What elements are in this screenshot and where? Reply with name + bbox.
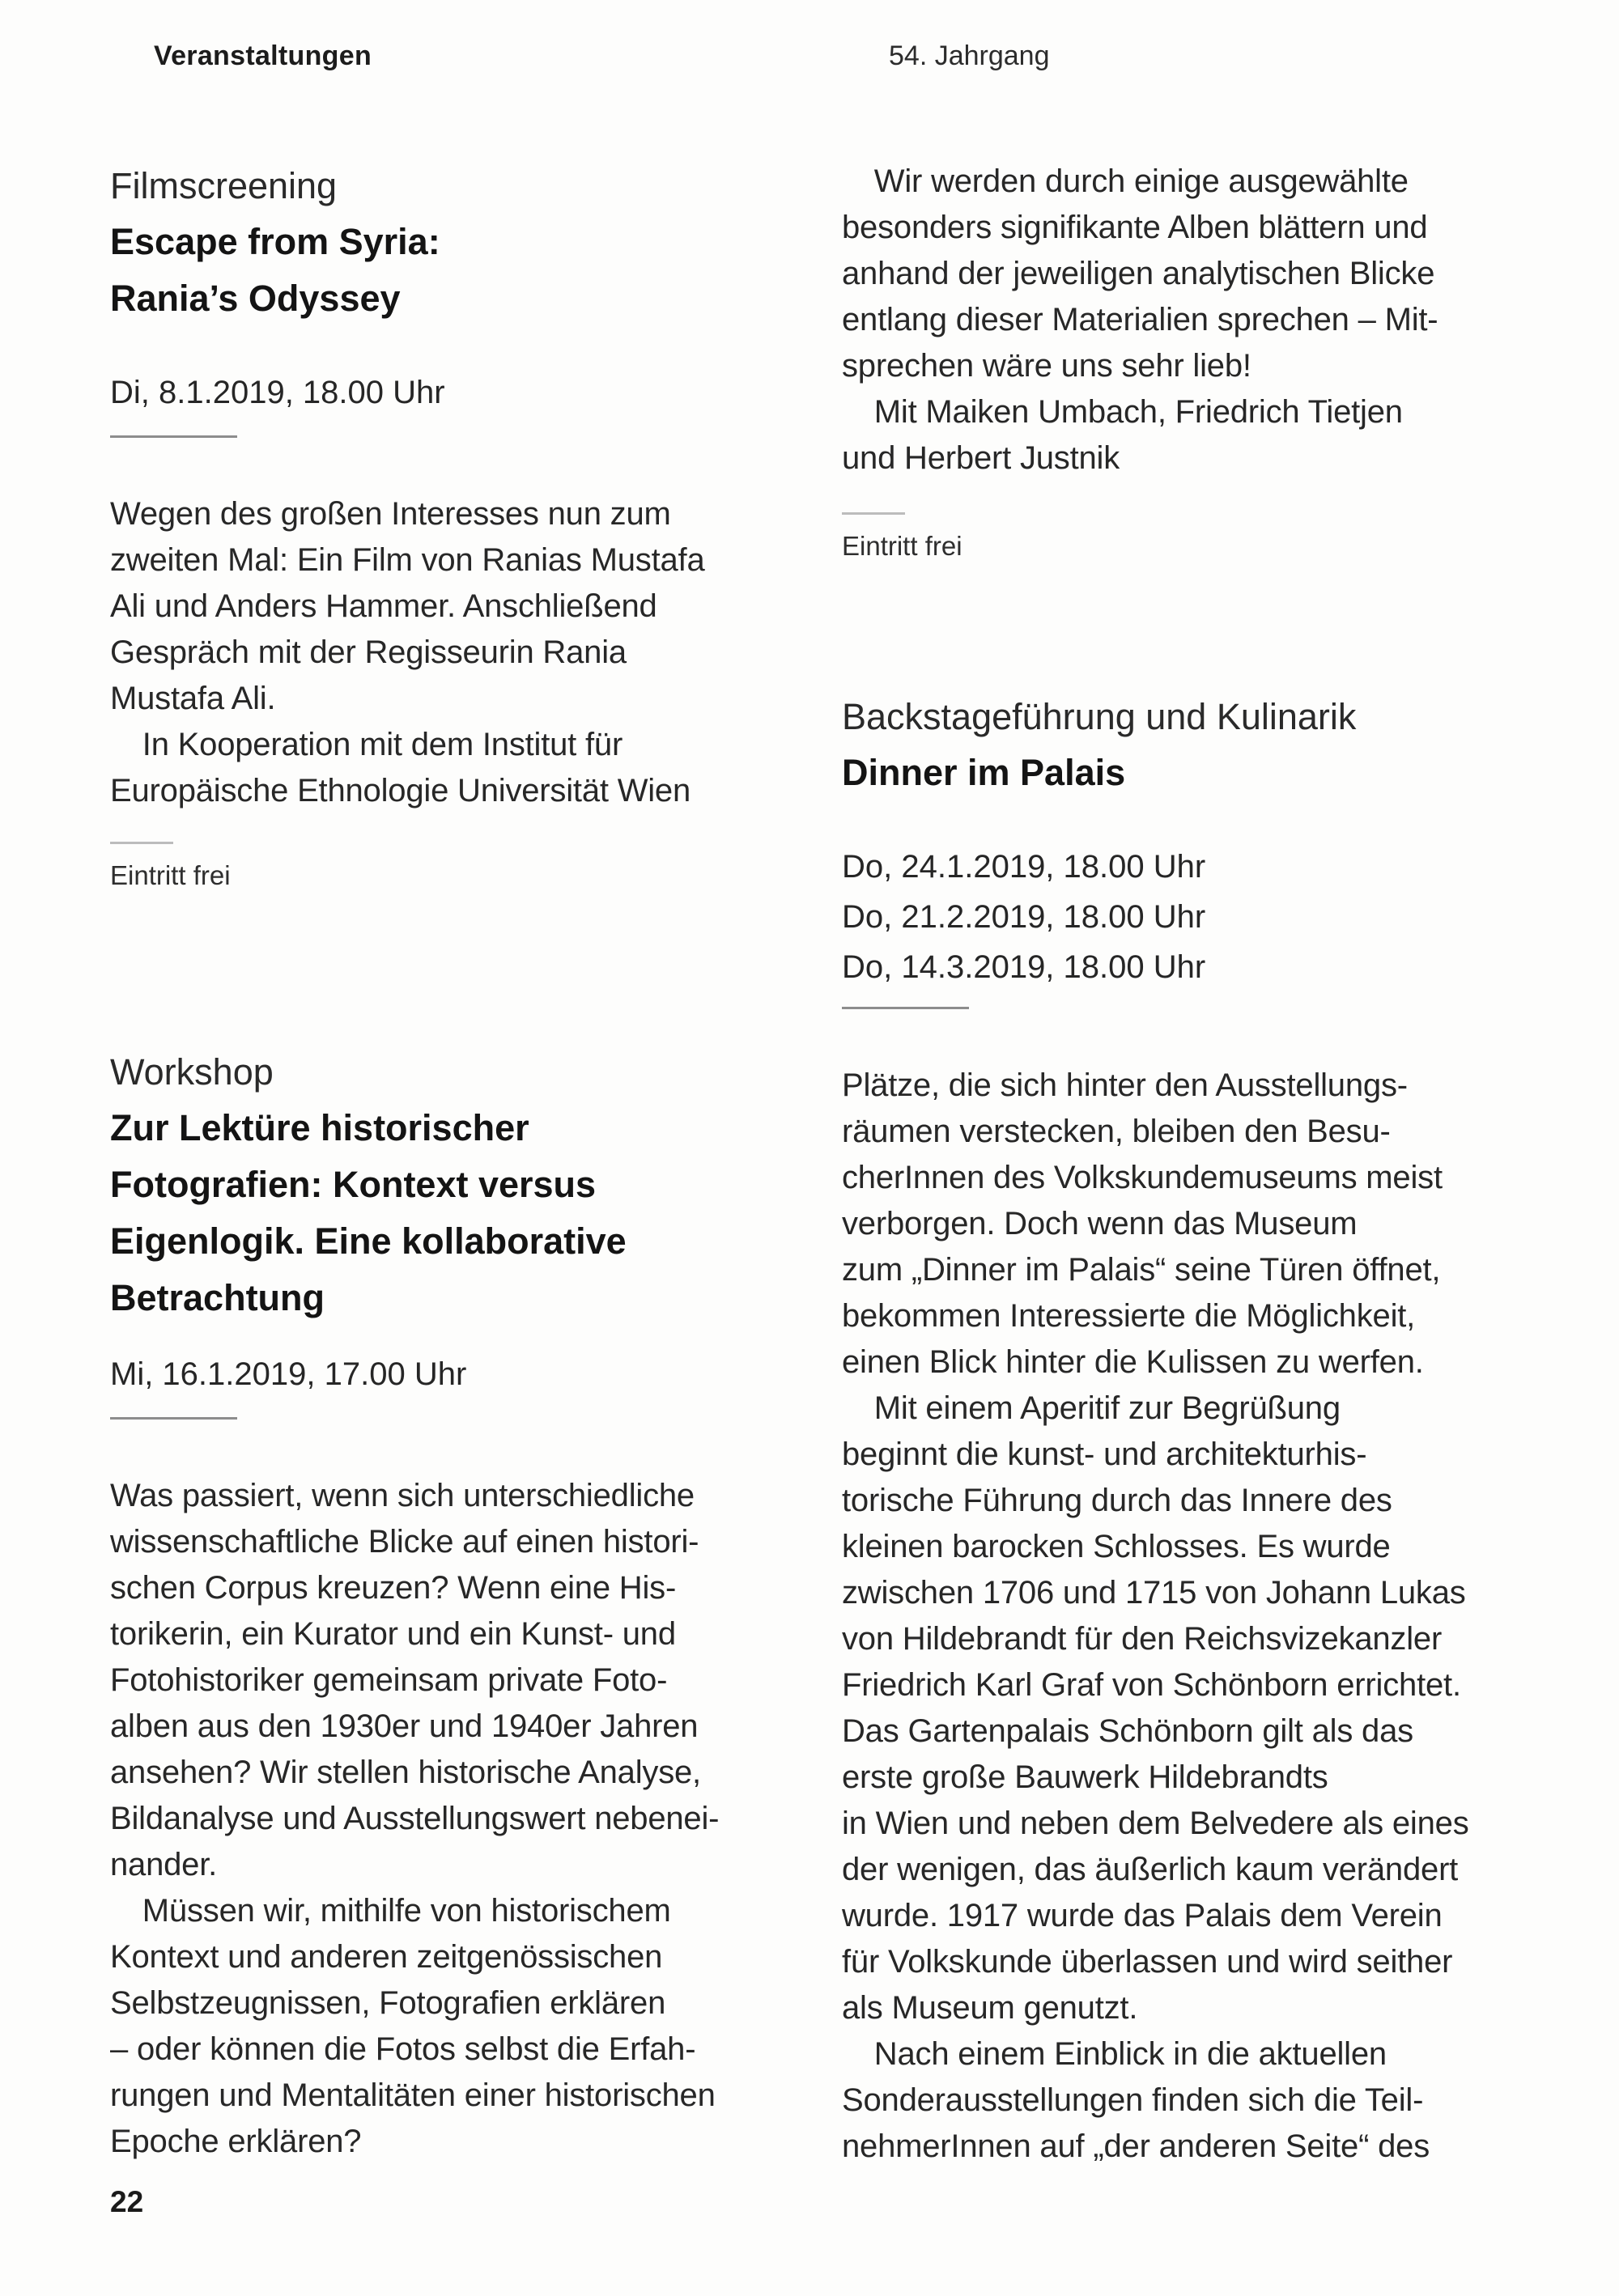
body-text-line: in Wien und neben dem Belvedere als eines — [842, 1806, 1469, 1841]
event-body — [842, 159, 1562, 482]
event-filmscreening — [110, 159, 798, 891]
event-kicker: Workshop — [110, 1051, 274, 1093]
event-workshop — [110, 1045, 798, 2165]
event-date: Do, 21.2.2019, 18.00 Uhr — [842, 899, 1206, 935]
body-text-line: Plätze, die sich hinter den Ausstellungs- — [842, 1067, 1408, 1103]
event-title-line: Escape from Syria: — [110, 221, 440, 262]
event-dinner-im-palais — [842, 690, 1562, 2170]
event-body — [110, 1473, 798, 2165]
body-text-line: Selbstzeugnissen, Fotografien erklären — [110, 1985, 666, 2021]
body-text-line: für Volkskunde überlassen und wird seither — [842, 1944, 1453, 1980]
body-text-line: räumen verstecken, bleiben den Besu- — [842, 1114, 1391, 1149]
workshop-continuation — [842, 159, 1562, 562]
body-text-line: anhand der jeweiligen analytischen Blicke — [842, 256, 1435, 291]
body-text-line: Bildanalyse und Ausstellungswert nebenei- — [110, 1801, 720, 1836]
divider-rule-short — [842, 512, 905, 515]
divider-rule — [842, 1007, 969, 1009]
event-title-line: Fotografien: Kontext versus — [110, 1164, 597, 1205]
page-number: 22 — [110, 2185, 144, 2218]
body-text-line: schen Corpus kreuzen? Wenn eine His- — [110, 1570, 677, 1606]
body-text-line: der wenigen, das äußerlich kaum verändert — [842, 1852, 1459, 1887]
event-title — [842, 745, 1562, 801]
body-text-line: zweiten Mal: Ein Film von Ranias Mustafa — [110, 542, 705, 578]
body-text-line: von Hildebrandt für den Reichsvizekanzler — [842, 1621, 1443, 1657]
body-text-line: besonders signifikante Alben blättern und — [842, 210, 1428, 245]
body-text-line: Wegen des großen Interesses nun zum — [110, 496, 671, 532]
body-text-line: Wir werden durch einige ausgewählte — [842, 163, 1409, 199]
event-kicker: Backstageführung und Kulinarik — [842, 696, 1357, 737]
body-text-line: zum „Dinner im Palais“ seine Türen öffnet, — [842, 1252, 1441, 1288]
event-dates — [110, 1349, 798, 1399]
body-text-line: Gespräch mit der Regisseurin Rania — [110, 634, 627, 670]
event-title-line: Zur Lektüre historischer — [110, 1107, 529, 1148]
body-text-line: und Herbert Justnik — [842, 440, 1120, 476]
body-text-line: entlang dieser Materialien sprechen – Mit- — [842, 302, 1438, 337]
body-text-line: Mustafa Ali. — [110, 681, 276, 716]
admission-note: Eintritt frei — [110, 860, 231, 890]
body-text-line: Ali und Anders Hammer. Anschließend — [110, 588, 657, 624]
body-text-line: alben aus den 1930er und 1940er Jahren — [110, 1708, 699, 1744]
body-text-line: Sonderausstellungen finden sich die Teil- — [842, 2082, 1424, 2118]
body-text-line: als Museum genutzt. — [842, 1990, 1138, 2026]
body-text-line: – oder können die Fotos selbst die Erfah- — [110, 2031, 696, 2067]
divider-rule — [110, 1417, 237, 1420]
divider-rule — [110, 435, 237, 438]
body-text-line: Kontext und anderen zeitgenössischen — [110, 1939, 663, 1975]
event-dates — [110, 367, 798, 418]
body-text-line: torische Führung durch das Innere des — [842, 1483, 1392, 1518]
event-dates — [842, 842, 1562, 992]
body-text-line: cherInnen des Volkskundemuseums meist — [842, 1160, 1443, 1195]
body-text-line: Müssen wir, mithilfe von historischem — [110, 1893, 671, 1929]
body-text-line: Europäische Ethnologie Universität Wien — [110, 773, 691, 808]
event-kicker: Filmscreening — [110, 165, 338, 206]
event-body — [110, 491, 798, 814]
divider-rule-short — [110, 842, 173, 844]
body-text-line: einen Blick hinter die Kulissen zu werfen. — [842, 1344, 1424, 1380]
event-title-line: Rania’s Odyssey — [110, 278, 401, 319]
admission-note: Eintritt frei — [842, 531, 962, 561]
body-text-line: torikerin, ein Kurator und ein Kunst- und — [110, 1616, 676, 1652]
event-body — [842, 1063, 1562, 2170]
event-title — [110, 1100, 798, 1326]
body-text-line: zwischen 1706 und 1715 von Johann Lukas — [842, 1575, 1466, 1611]
body-text-line: nander. — [110, 1847, 218, 1882]
left-column — [110, 159, 798, 2165]
body-text-line: bekommen Interessierte die Möglichkeit, — [842, 1298, 1416, 1334]
event-date: Mi, 16.1.2019, 17.00 Uhr — [110, 1356, 467, 1392]
event-date: Do, 14.3.2019, 18.00 Uhr — [842, 949, 1206, 985]
body-text-line: rungen und Mentalitäten einer historischen — [110, 2077, 716, 2113]
body-text-line: Was passiert, wenn sich unterschiedliche — [110, 1478, 695, 1513]
body-text-line: Mit einem Aperitif zur Begrüßung — [842, 1390, 1341, 1426]
body-text-line: Mit Maiken Umbach, Friedrich Tietjen — [842, 394, 1403, 430]
body-text-line: Epoche erklären? — [110, 2124, 362, 2159]
body-text-line: wurde. 1917 wurde das Palais dem Verein — [842, 1898, 1443, 1933]
body-text-line: Friedrich Karl Graf von Schönborn errichtet. — [842, 1667, 1461, 1703]
event-title — [110, 214, 798, 327]
event-title-line: Betrachtung — [110, 1277, 325, 1318]
body-text-line: wissenschaftliche Blicke auf einen histori- — [110, 1524, 699, 1560]
body-text-line: erste große Bauwerk Hildebrandts — [842, 1759, 1328, 1795]
event-title-line: Dinner im Palais — [842, 752, 1126, 793]
body-text-line: beginnt die kunst- und architekturhis- — [842, 1437, 1367, 1472]
event-date: Do, 24.1.2019, 18.00 Uhr — [842, 849, 1206, 885]
section-header: Veranstaltungen — [154, 40, 372, 71]
body-text-line: nehmerInnen auf „der anderen Seite“ des — [842, 2128, 1430, 2164]
body-text-line: In Kooperation mit dem Institut für — [110, 727, 623, 762]
body-text-line: ansehen? Wir stellen historische Analyse, — [110, 1755, 701, 1790]
event-title-line: Eigenlogik. Eine kollaborative — [110, 1220, 627, 1262]
event-date: Di, 8.1.2019, 18.00 Uhr — [110, 375, 445, 410]
body-text-line: verborgen. Doch wenn das Museum — [842, 1206, 1358, 1241]
body-text-line: sprechen wäre uns sehr lieb! — [842, 348, 1251, 384]
body-text-line: Das Gartenpalais Schönborn gilt als das — [842, 1713, 1413, 1749]
body-text-line: Fotohistoriker gemeinsam private Foto- — [110, 1662, 668, 1698]
body-text-line: Nach einem Einblick in die aktuellen — [842, 2036, 1387, 2072]
body-text-line: kleinen barocken Schlosses. Es wurde — [842, 1529, 1391, 1564]
right-column — [842, 159, 1562, 2170]
volume-header: 54. Jahrgang — [889, 40, 1050, 71]
